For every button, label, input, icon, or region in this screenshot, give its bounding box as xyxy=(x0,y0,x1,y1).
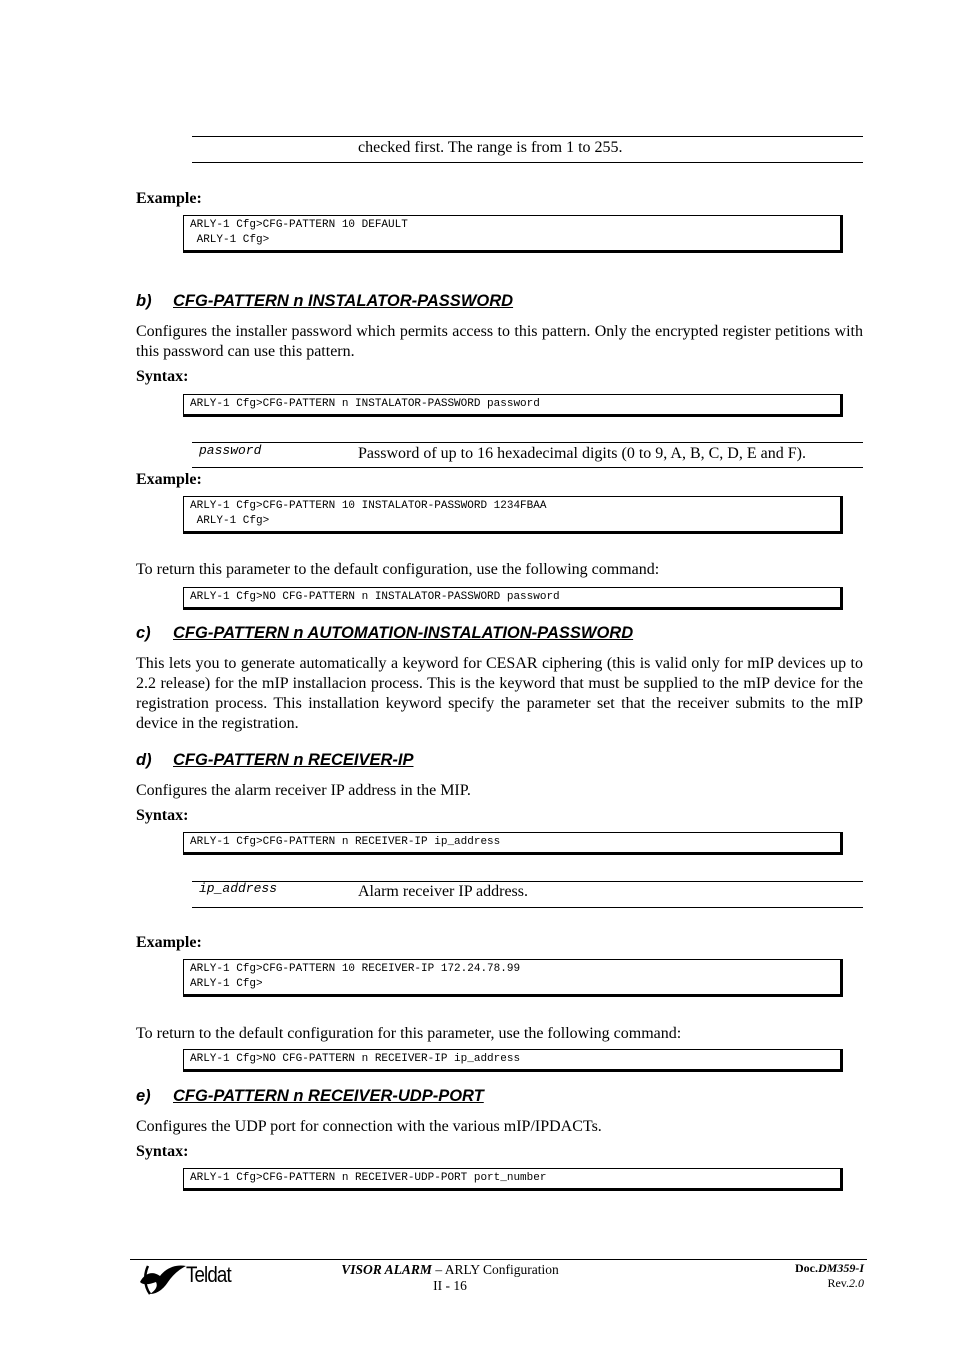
default-code-box xyxy=(183,587,843,610)
param-name: password xyxy=(199,443,262,458)
teldat-logo xyxy=(138,1260,248,1298)
syntax-code-box xyxy=(183,1168,843,1191)
section-letter: e) xyxy=(136,1087,151,1105)
section-title: CFG-PATTERN n AUTOMATION-INSTALATION-PASSWORD xyxy=(173,624,634,642)
default-config-text: To return to the default configuration for this parameter, use the following command: xyxy=(136,1025,682,1042)
section-letter: d) xyxy=(136,751,152,769)
section-c-heading xyxy=(136,623,633,643)
example-label: Example: xyxy=(136,934,202,951)
example-code-box xyxy=(183,959,843,997)
param-table-bottom-border xyxy=(192,467,863,468)
param-description: Password of up to 16 hexadecimal digits (0 to 9, A, B, C, D, E and F). xyxy=(358,445,806,462)
param-table-top-border xyxy=(192,442,863,443)
section-b-heading xyxy=(136,291,513,311)
syntax-label: Syntax: xyxy=(136,807,189,824)
section-e-heading xyxy=(136,1086,484,1106)
code-line: ARLY-1 Cfg> xyxy=(190,233,270,246)
doc-id-prefix: Doc. xyxy=(794,1261,818,1275)
section-d-heading xyxy=(136,750,413,770)
code-line: ARLY-1 Cfg> xyxy=(190,977,263,990)
param-description: Alarm receiver IP address. xyxy=(358,883,528,900)
product-name: VISOR ALARM xyxy=(341,1262,432,1277)
code-line: ARLY-1 Cfg>CFG-PATTERN 10 INSTALATOR-PASSWORD 1234FBAA xyxy=(190,500,547,512)
code-line: ARLY-1 Cfg>NO CFG-PATTERN n INSTALATOR-PASSWORD password xyxy=(190,591,560,603)
example-label: Example: xyxy=(136,190,202,207)
section-c-description: This lets you to generate automatically a keyword for CESAR ciphering (this is valid only for mIP devices up to 2.2 release) for the mIP installacion process. This is the keyword that must be supplied to the mIP device for the registration process. This installation keyword specify the parameter set that the receiver submits to the mIP device in the registration. xyxy=(136,655,863,732)
syntax-code-box xyxy=(183,832,843,855)
section-title: CFG-PATTERN n INSTALATOR-PASSWORD xyxy=(173,292,514,310)
code-line: ARLY-1 Cfg>CFG-PATTERN 10 DEFAULT xyxy=(190,219,408,231)
code-line: ARLY-1 Cfg>NO CFG-PATTERN n RECEIVER-IP ip_address xyxy=(190,1053,521,1065)
syntax-label: Syntax: xyxy=(136,1143,189,1160)
logo-text: Teldat xyxy=(186,1262,231,1287)
revision-prefix: Rev. xyxy=(827,1276,849,1290)
doc-id-value: DM359-I xyxy=(817,1261,864,1275)
code-line: ARLY-1 Cfg>CFG-PATTERN n RECEIVER-IP ip_address xyxy=(190,836,501,848)
code-line: ARLY-1 Cfg> xyxy=(190,514,270,527)
example-label: Example: xyxy=(136,471,202,488)
section-d-description: Configures the alarm receiver IP address in the MIP. xyxy=(136,782,471,799)
syntax-code-box xyxy=(183,394,843,417)
code-line: ARLY-1 Cfg>CFG-PATTERN n INSTALATOR-PASSWORD password xyxy=(190,398,540,410)
table-bottom-border xyxy=(192,162,863,163)
revision-value: 2.0 xyxy=(849,1276,864,1290)
section-b-description: Configures the installer password which permits access to this pattern. Only the encrypted register petitions with this password can use this pattern. xyxy=(136,323,863,360)
doc-title-rest: – ARLY Configuration xyxy=(431,1262,559,1277)
section-e-description: Configures the UDP port for connection with the various mIP/IPDACTs. xyxy=(136,1118,602,1135)
section-letter: c) xyxy=(136,624,151,642)
default-config-text: To return this parameter to the default configuration, use the following command: xyxy=(136,561,660,578)
table-cell-text: checked first. The range is from 1 to 255. xyxy=(358,139,623,156)
default-code-box xyxy=(183,1049,843,1072)
doc-id xyxy=(795,1261,864,1276)
revision xyxy=(827,1276,864,1291)
footer-doc-title xyxy=(300,1262,600,1278)
code-line: ARLY-1 Cfg>CFG-PATTERN n RECEIVER-UDP-PORT port_number xyxy=(190,1172,547,1184)
example-code-box xyxy=(183,496,843,534)
table-top-border xyxy=(192,136,863,137)
page-number: II - 16 xyxy=(433,1278,467,1293)
param-table-bottom-border xyxy=(192,907,863,908)
example-code-box xyxy=(183,215,843,253)
section-title: CFG-PATTERN n RECEIVER-UDP-PORT xyxy=(173,1087,484,1105)
code-line: ARLY-1 Cfg>CFG-PATTERN 10 RECEIVER-IP 172.24.78.99 xyxy=(190,963,521,975)
section-title: CFG-PATTERN n RECEIVER-IP xyxy=(173,751,414,769)
bird-icon xyxy=(138,1260,190,1298)
section-letter: b) xyxy=(136,292,152,310)
syntax-label: Syntax: xyxy=(136,368,189,385)
param-name: ip_address xyxy=(199,881,278,896)
